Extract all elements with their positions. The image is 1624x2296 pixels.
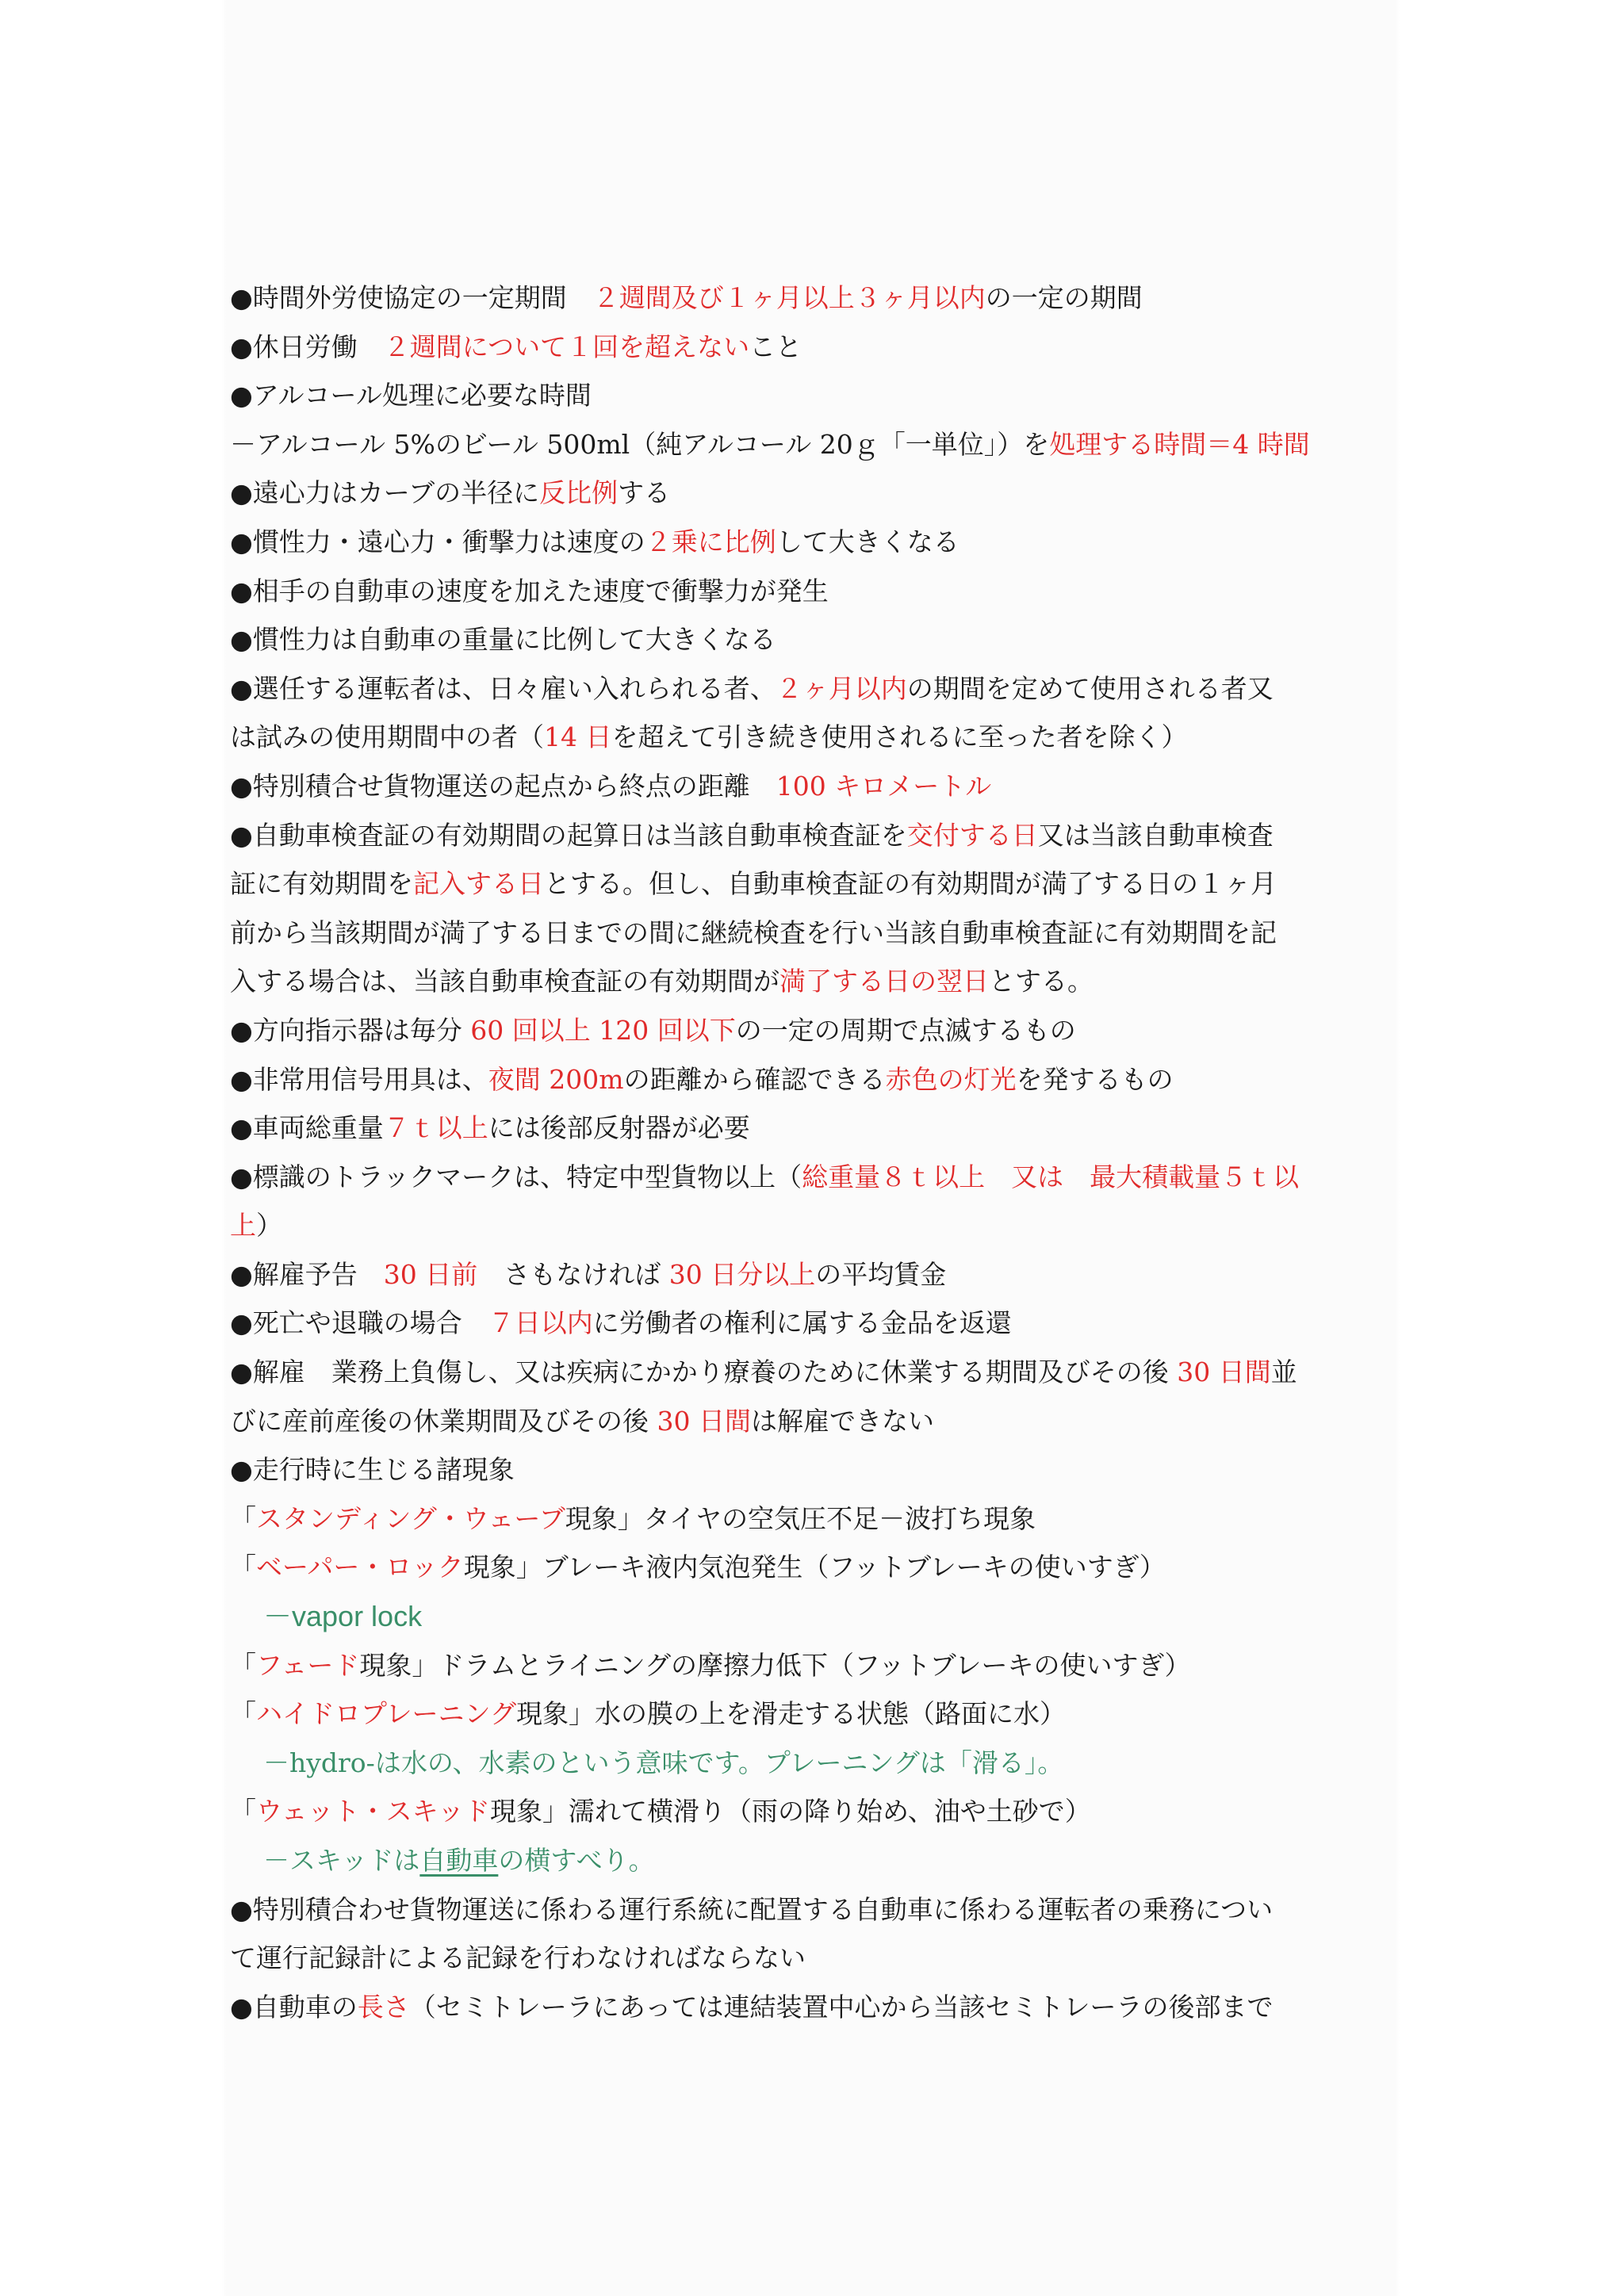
highlight-text: ２週間及び１ヶ月以上３ヶ月以内 [592,282,986,313]
body-text: の平均賃金 [815,1258,947,1290]
body-text: ） [256,1210,282,1242]
text-line [230,1397,1396,1446]
body-text: さもなければ [477,1258,669,1290]
text-line [230,713,1396,762]
body-text: とする。 [989,966,1094,997]
highlight-text: 総重量８ｔ以上 又は 最大積載量５ｔ以 [802,1161,1300,1192]
body-text: ●解雇 業務上負傷し、又は疾病にかかり療養のために休業する期間及びその後 [230,1357,1178,1388]
body-text: 又は当該自動車検査 [1037,819,1274,851]
text-line [230,1153,1396,1202]
text-line [230,909,1396,958]
document-body [230,274,1396,2031]
text-line [230,518,1396,567]
body-text: の期間を定めて使用される者又 [906,672,1274,704]
body-text: の一定の期間 [985,282,1143,313]
text-line [230,859,1396,909]
body-text: ●標識のトラックマークは、特定中型貨物以上（ [230,1161,802,1192]
body-text: 「 [230,1552,256,1583]
body-text: ●特別積合わせ貨物運送に係わる運行系統に配置する自動車に係わる運転者の乗務につい [230,1893,1274,1925]
highlight-text: 30 日前 [383,1258,478,1290]
body-text: 「 [230,1649,256,1681]
note-text: 自動車 [419,1845,499,1876]
text-line [230,567,1396,616]
body-text: を超えて引き続き使用されるに至った者を除く） [611,721,1188,753]
body-text: ●非常用信号用具は、 [230,1063,488,1095]
text-line [230,1787,1396,1836]
body-text: ●時間外労使協定の一定期間 [230,282,593,313]
text-line [230,1299,1396,1348]
text-line [230,1689,1396,1739]
text-line [230,1836,1396,1885]
body-text: は試みの使用期間中の者（ [230,721,544,753]
body-text: 現象」タイヤの空気圧不足－波打ち現象 [565,1502,1036,1534]
text-line [230,1445,1396,1494]
body-text: ●選任する運転者は、日々雇い入れられる者、 [230,672,776,704]
body-text: びに産前産後の休業期間及びその後 [230,1405,657,1437]
text-line [230,323,1396,372]
highlight-text: 30 日間 [657,1405,751,1437]
text-line [230,1201,1396,1250]
body-text: ●死亡や退職の場合 [230,1307,488,1339]
highlight-text: 交付する日 [906,819,1038,851]
highlight-text: フェード [256,1649,360,1681]
body-text: ●走行時に生じる諸現象 [230,1454,515,1486]
body-text: ●アルコール処理に必要な時間 [230,380,592,411]
body-text: ●自動車の [230,1991,358,2022]
text-line [230,371,1396,420]
body-text: は解雇できない [750,1405,934,1437]
body-text: －アルコール 5%のビール 500ml（純アルコール 20ｇ「一単位」）を [230,428,1050,460]
body-text: ●休日労働 [230,331,384,362]
text-line [230,274,1396,323]
body-text: ●車両総重量 [230,1112,384,1144]
body-text: 現象」濡れて横滑り（雨の降り始め、油や土砂で） [490,1796,1091,1827]
highlight-text: 100 キロメートル [776,770,992,802]
highlight-text: ７日以内 [488,1307,593,1339]
highlight-text: 処理する時間＝4 時間 [1049,428,1310,460]
highlight-text: ウェット・スキッド [256,1796,491,1827]
text-line [230,1983,1396,2032]
highlight-text: 長さ [357,1991,410,2022]
body-text: ●慣性力は自動車の重量に比例して大きくなる [230,624,776,656]
body-text: 「 [230,1502,256,1534]
text-line [230,957,1396,1006]
note-text: －vapor lock [263,1600,423,1633]
text-line [230,762,1396,811]
highlight-text: ２週間について１回を超えない [383,331,750,362]
text-line [230,1055,1396,1104]
body-text: こと [749,331,802,362]
highlight-text: ハイドロプレーニング [256,1698,517,1730]
text-line [230,664,1396,714]
body-text: には後部反射器が必要 [488,1112,750,1144]
text-line [230,615,1396,664]
note-text: －スキッドは [263,1845,420,1876]
body-text: ●解雇予告 [230,1258,384,1290]
body-text: 前から当該期間が満了する日までの間に継続検査を行い当該自動車検査証に有効期間を記 [230,916,1277,948]
body-text: 現象」水の膜の上を滑走する状態（路面に水） [516,1698,1067,1730]
highlight-text: 夜間 200m [488,1063,624,1095]
text-line [230,1934,1396,1983]
highlight-text: 30 日間 [1177,1357,1271,1388]
text-line [230,1543,1396,1592]
text-line [230,1348,1396,1397]
text-line [230,1885,1396,1934]
text-line [230,1739,1396,1788]
body-text: ●方向指示器は毎分 [230,1014,471,1046]
text-line [230,811,1396,860]
highlight-text: スタンディング・ウェーブ [256,1502,565,1534]
highlight-text: 赤色の灯光 [885,1063,1017,1095]
text-line [230,469,1396,518]
body-text: ●自動車検査証の有効期間の起算日は当該自動車検査証を [230,819,907,851]
highlight-text: 記入する日 [413,868,544,900]
highlight-text: ２ヶ月以内 [776,672,907,704]
highlight-text: 30 日分以上 [668,1258,816,1290]
body-text: ●相手の自動車の速度を加えた速度で衝撃力が発生 [230,575,829,607]
body-text: （セミトレーラにあっては連結装置中心から当該セミトレーラの後部まで [409,1991,1274,2022]
body-text: を発するもの [1016,1063,1174,1095]
body-text: 「 [230,1796,256,1827]
text-line [230,1250,1396,1299]
body-text: 入する場合は、当該自動車検査証の有効期間が [230,966,779,997]
body-text: する [618,477,671,509]
body-text: して大きくなる [776,526,959,557]
body-text: 証に有効期間を [230,868,413,900]
highlight-text: ベーパー・ロック [256,1552,464,1583]
highlight-text: 反比例 [539,477,619,509]
text-line [230,1104,1396,1153]
body-text: 現象」ドラムとライニングの摩擦力低下（フットブレーキの使いすぎ） [359,1649,1191,1681]
body-text: 「 [230,1698,256,1730]
text-line [230,1494,1396,1544]
highlight-text: 14 日 [544,721,612,753]
body-text: ●特別積合せ貨物運送の起点から終点の距離 [230,770,776,802]
text-line [230,420,1396,469]
body-text: ●遠心力はカーブの半径に [230,477,540,509]
note-text: －hydro-は水の、水素のという意味です。プレーニングは「滑る」。 [263,1747,1064,1778]
body-text: 並 [1270,1357,1297,1388]
highlight-text: 上 [230,1210,256,1242]
highlight-text: 満了する日の翌日 [779,966,989,997]
body-text: とする。但し、自動車検査証の有効期間が満了する日の１ヶ月 [544,868,1277,900]
body-text: の一定の周期で点滅するもの [735,1014,1076,1046]
body-text: の距離から確認できる [623,1063,886,1095]
body-text: 現象」ブレーキ液内気泡発生（フットブレーキの使いすぎ） [463,1552,1166,1583]
highlight-text: 60 回以上 120 回以下 [470,1014,736,1046]
highlight-text: ２乗に比例 [645,526,776,557]
text-line [230,1006,1396,1055]
body-text: ●慣性力・遠心力・衝撃力は速度の [230,526,645,557]
text-line [230,1592,1396,1641]
text-line [230,1641,1396,1690]
highlight-text: ７ｔ以上 [383,1112,488,1144]
note-text: の横すべり。 [498,1845,655,1876]
body-text: て運行記録計による記録を行わなければならない [230,1942,806,1974]
body-text: に労働者の権利に属する金品を返還 [592,1307,1012,1339]
